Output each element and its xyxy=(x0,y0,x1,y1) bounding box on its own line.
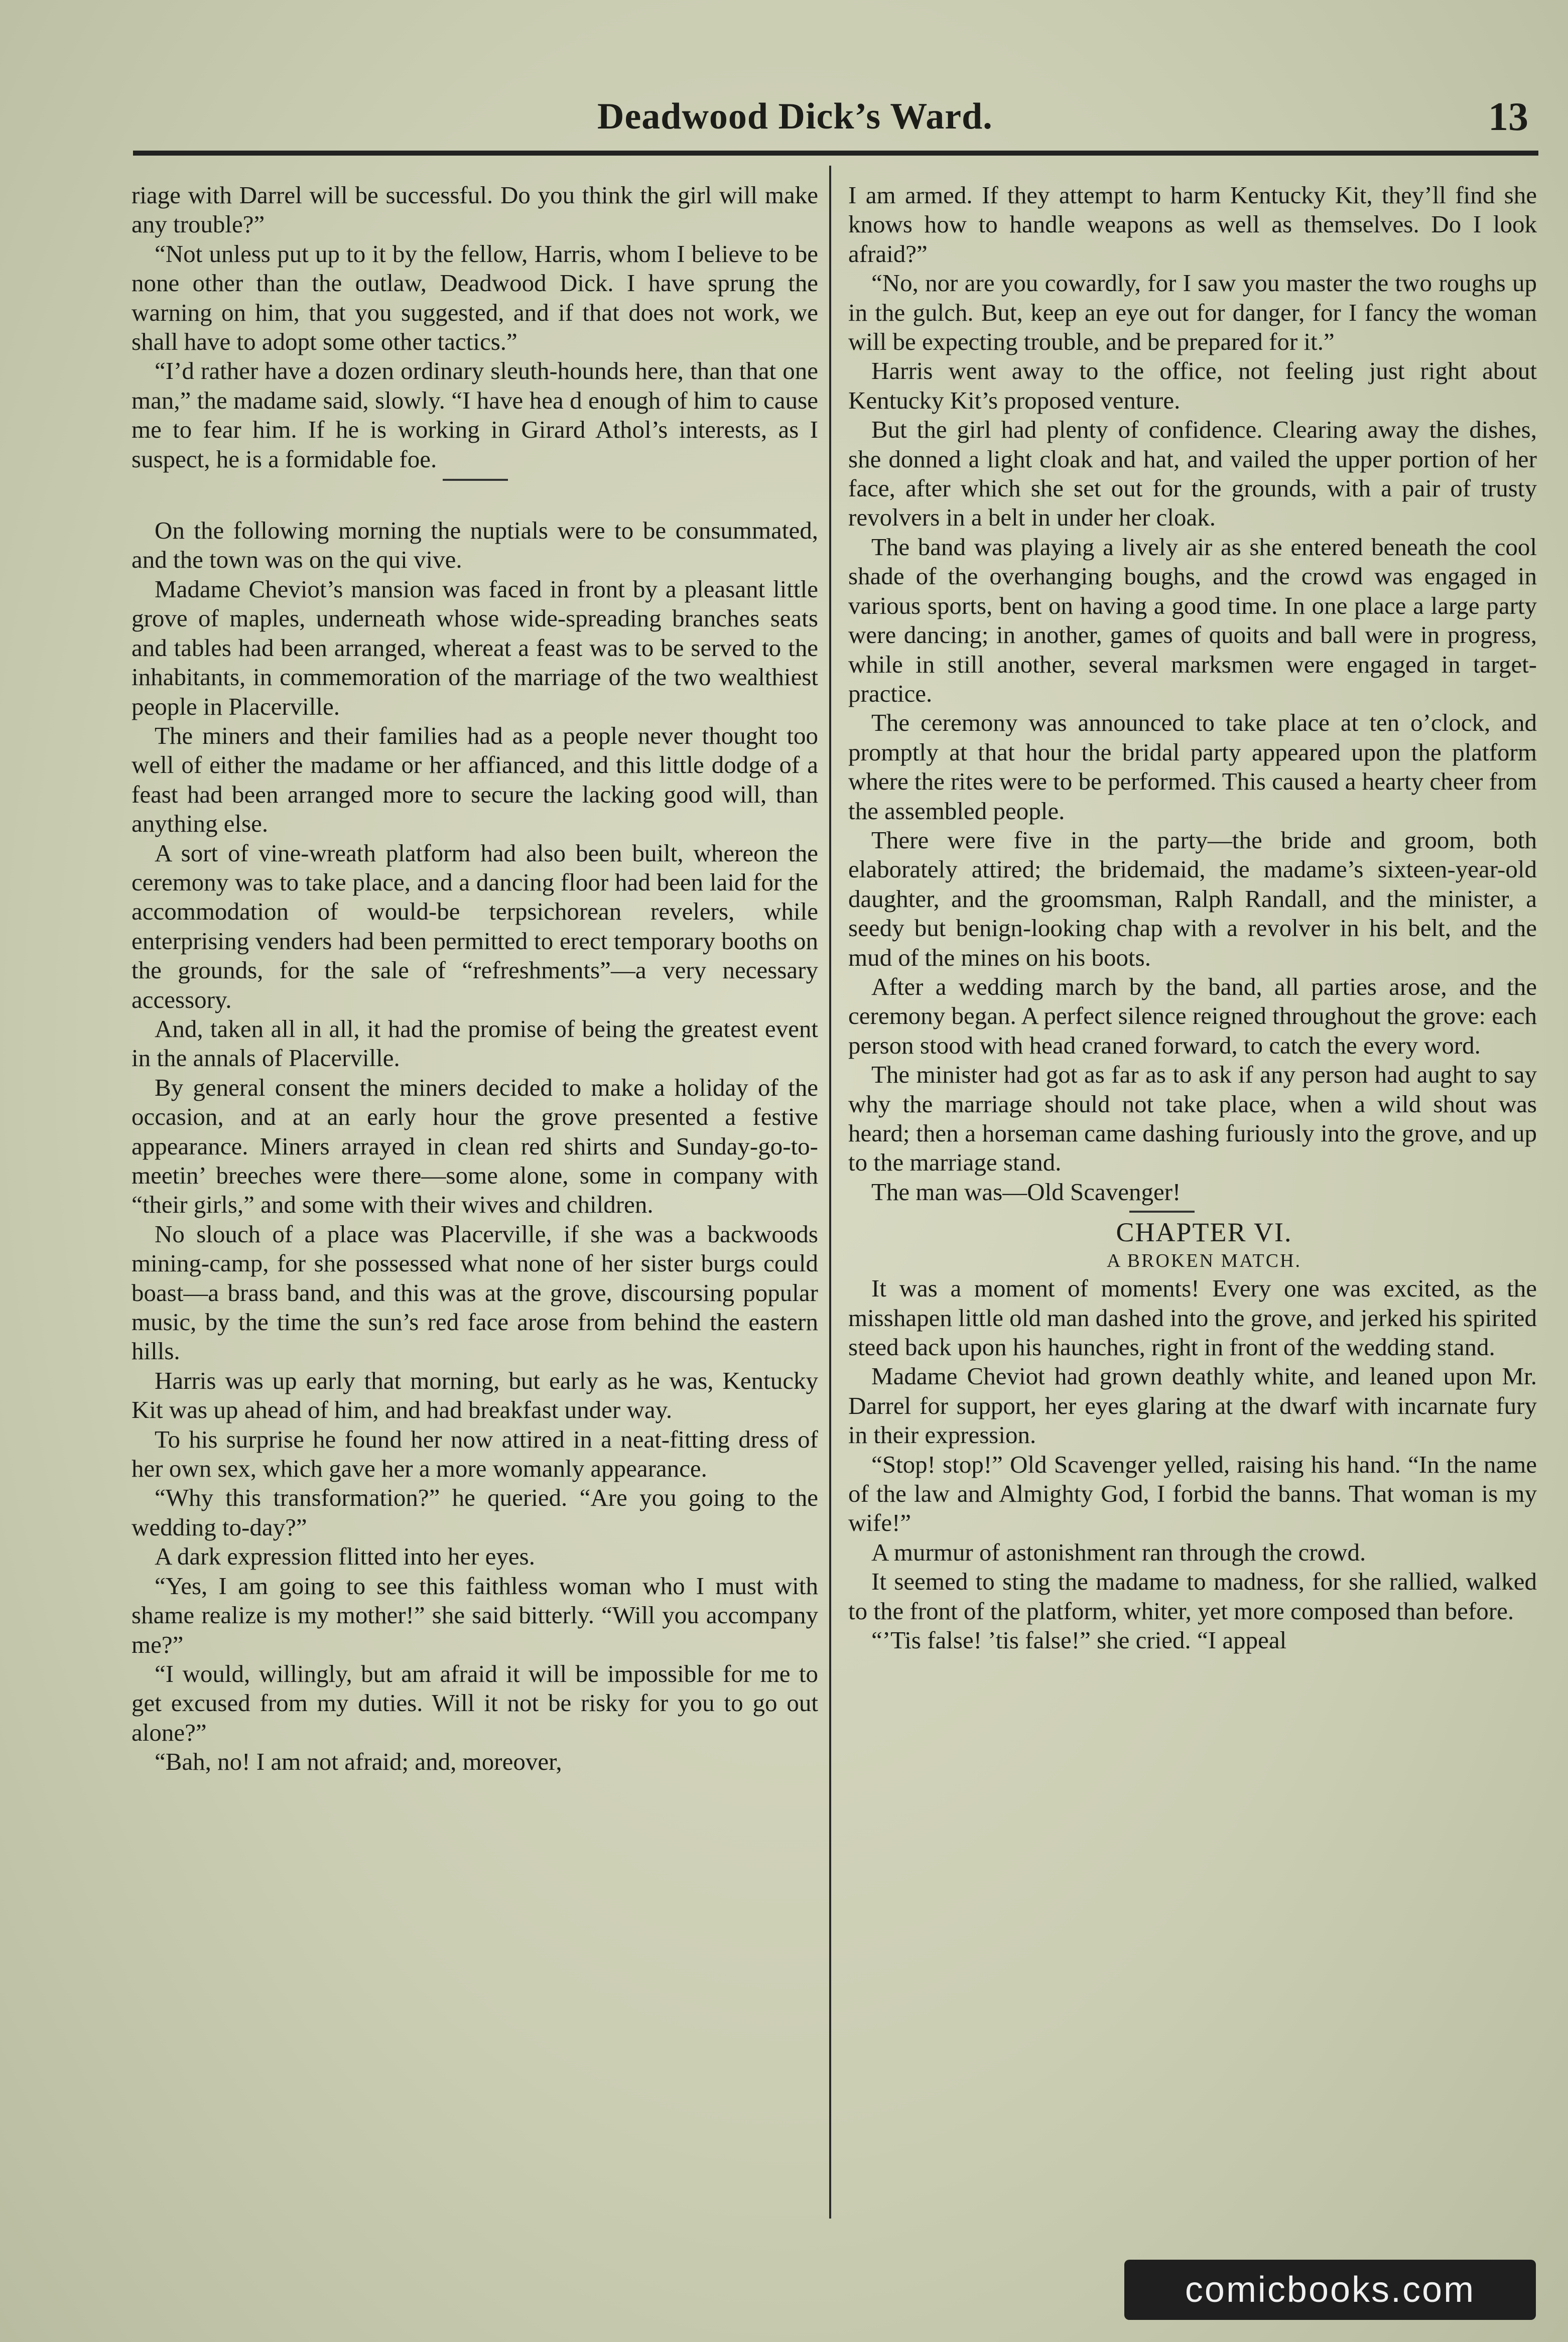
paragraph: “Not unless put up to it by the fellow, Harris, whom I believe to be none other than the outlaw, Deadwood Dick. I have sprung the warning on him, that you suggested, and if that does not work, we shall have to adopt some other tactics.” xyxy=(132,239,818,356)
paragraph: “’Tis false! ’tis false!” she cried. “I appeal xyxy=(871,1626,1287,1654)
paragraph: But the girl had plenty of confidence. Clearing away the dishes, she donned a light cloak and hat, and vailed the upper portion of her face, after which she set out for the grounds, with a pair of trusty revolvers in a belt in under her cloak. xyxy=(848,416,1537,532)
paragraph: On the following morning the nuptials were to be consummated, and the town was on the qui vive. xyxy=(132,516,818,574)
paragraph: “Why this transformation?” he queried. “Are you going to the wedding to-day?” xyxy=(132,1484,818,1541)
page-number: 13 xyxy=(1488,95,1528,139)
paragraph: I am armed. If they attempt to harm Kentucky Kit, they’ll find she knows how to handle weapons as well as themselves. Do I look afraid?” xyxy=(848,181,1537,268)
paragraph: A sort of vine-wreath platform had also been built, whereon the ceremony was to take place, and a dancing floor had been laid for the accommodation of would-be terpsichorean revelers, while enterprising venders had been permitted to erect temporary booths on the grounds, for the sale of “refreshments”—a very necessary accessory. xyxy=(132,839,818,1013)
chapter-title: CHAPTER VI. xyxy=(1116,1217,1292,1248)
paragraph: There were five in the party—the bride and groom, both elaborately attired; the bridemaid, the madame’s sixteen-year-old daughter, and the groomsman, Ralph Randall, and the minister, a seedy but benign-looking chap with a revolver in his belt, and the mud of the mines on his boots. xyxy=(848,826,1537,971)
paragraph: The miners and their families had as a people never thought too well of either the madame or her affianced, and this little dodge of a feast had been arranged more to secure the lacking good will, than anything else. xyxy=(132,721,818,838)
paragraph: The minister had got as far as to ask if any person had aught to say why the marriage should not take place, when a wild shout was heard; then a horseman came dashing furiously into the grove, and up to the marriage stand. xyxy=(848,1061,1537,1177)
chapter-subtitle: A BROKEN MATCH. xyxy=(1106,1250,1302,1272)
paragraph: riage with Darrel will be successful. Do you think the girl will make any trouble?” xyxy=(132,181,818,238)
watermark-badge: comicbooks.com xyxy=(1124,2260,1536,2320)
paragraph: The man was—Old Scavenger! xyxy=(871,1178,1181,1206)
paragraph: “I would, willingly, but am afraid it will be impossible for me to get excused from my duties. Will it not be risky for you to go out alone?” xyxy=(132,1659,818,1746)
paragraph: Harris was up early that morning, but early as he was, Kentucky Kit was up ahead of him, and had breakfast under way. xyxy=(132,1366,818,1424)
paragraph: A dark expression flitted into her eyes. xyxy=(155,1542,535,1571)
paragraph: “Yes, I am going to see this faithless woman who I must with shame realize is my mother!” she said bitterly. “Will you accompany me?” xyxy=(132,1572,818,1658)
paragraph: It seemed to sting the madame to madness, for she rallied, walked to the front of the platform, whiter, yet more composed than before. xyxy=(848,1568,1537,1625)
paragraph: Harris went away to the office, not feeling just right about Kentucky Kit’s proposed venture. xyxy=(848,357,1537,414)
paragraph: “No, nor are you cowardly, for I saw you master the two roughs up in the gulch. But, keep an eye out for danger, for I fancy the woman will be expecting trouble, and be prepared for it.” xyxy=(848,269,1537,356)
paragraph: Madame Cheviot had grown deathly white, and leaned upon Mr. Darrel for support, her eyes glaring at the dwarf with incarnate fury in their expression. xyxy=(848,1362,1537,1449)
running-title: Deadwood Dick’s Ward. xyxy=(597,96,993,137)
paragraph: And, taken all in all, it had the promise of being the greatest event in the annals of Placerville. xyxy=(132,1014,818,1072)
right-column xyxy=(848,181,1537,2229)
column-divider xyxy=(829,166,831,2219)
header-rule xyxy=(133,151,1538,156)
paragraph: The band was playing a lively air as she entered beneath the cool shade of the overhanging boughs, and the crowd was engaged in various sports, bent on having a good time. In one place a large party were dancing; in another, games of quoits and ball were in progress, while in still another, several marksmen were engaged in target-practice. xyxy=(848,533,1537,707)
paragraph: No slouch of a place was Placerville, if she was a backwoods mining-camp, for she possessed what none of her sister burgs could boast—a brass band, and this was at the grove, discoursing popular music, by the time the sun’s red face arose from behind the eastern hills. xyxy=(132,1220,818,1365)
paragraph: “I’d rather have a dozen ordinary sleuth-hounds here, than that one man,” the madame said, slowly. “I have hea d enough of him to cause me to fear him. If he is working in Girard Athol’s interests, as I suspect, he is a formidable foe. xyxy=(132,357,818,473)
left-column xyxy=(132,181,818,2229)
section-separator xyxy=(443,479,508,481)
paragraph: To his surprise he found her now attired in a neat-fitting dress of her own sex, which gave her a more womanly appearance. xyxy=(132,1425,818,1483)
paragraph: After a wedding march by the band, all parties arose, and the ceremony began. A perfect silence reigned throughout the grove: each person stood with head craned forward, to catch the every word. xyxy=(848,972,1537,1059)
chapter-separator xyxy=(1129,1211,1195,1213)
page-header xyxy=(136,90,1541,146)
paragraph: The ceremony was announced to take place at ten o’clock, and promptly at that hour the bridal party appeared upon the platform where the rites were to be performed. This caused a hearty cheer from the assembled people. xyxy=(848,709,1537,825)
paragraph: It was a moment of moments! Every one was excited, as the misshapen little old man dashed into the grove, and jerked his spirited steed back upon his haunches, right in front of the wedding stand. xyxy=(848,1274,1537,1361)
paragraph: “Stop! stop!” Old Scavenger yelled, raising his hand. “In the name of the law and Almighty God, I forbid the banns. That woman is my wife!” xyxy=(848,1450,1537,1537)
paragraph: By general consent the miners decided to make a holiday of the occasion, and at an early hour the grove presented a festive appearance. Miners arrayed in clean red shirts and Sunday-go-to-meetin’ breeches were there—some alone, some in company with “their girls,” and some with their wives and children. xyxy=(132,1073,818,1219)
paragraph: “Bah, no! I am not afraid; and, moreover, xyxy=(155,1748,562,1776)
paragraph: Madame Cheviot’s mansion was faced in front by a pleasant little grove of maples, underneath whose wide-spreading branches seats and tables had been arranged, whereat a feast was to be served to the inhabitants, in commemoration of the marriage of the two wealthiest people in Placerville. xyxy=(132,575,818,720)
paragraph: A murmur of astonishment ran through the crowd. xyxy=(871,1538,1366,1566)
